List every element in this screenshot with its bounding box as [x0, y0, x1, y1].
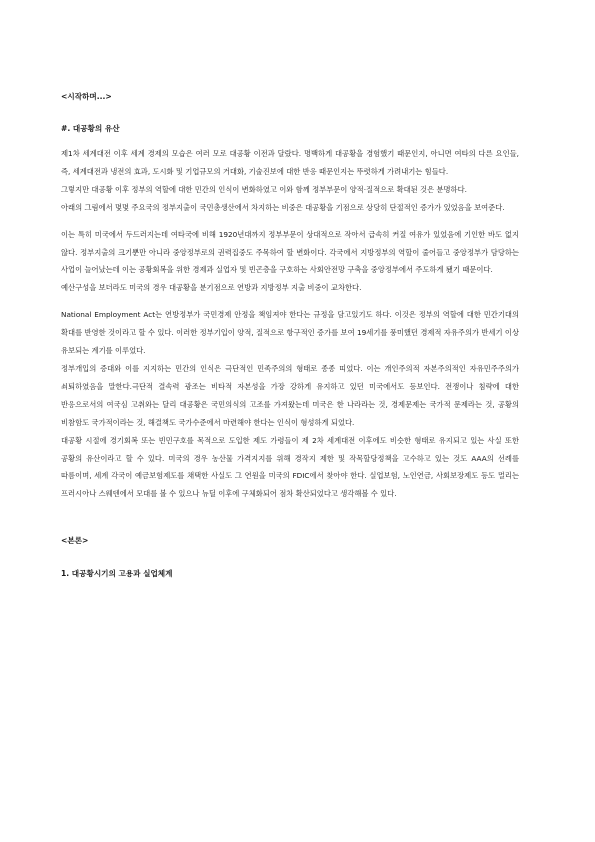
paragraph-government-role: 그렇지만 대공황 이후 정부의 역할에 대한 민간의 인식이 변화하였고 이와 함께 정부부문이 양적·질적으로 확대된 것은 분명하다.	[61, 184, 467, 194]
paragraph-employment-act: National Employment Act는 연방정부가 국민경제 안정을 책임져야 한다는 규정을 담고있기도 하다. 이것은 정부의 역할에 대한 민간기대의 확대를 반영한 것이라고 할 수 있다. 이러한 정부기입이 양적, 질적으로 항구적인 증가를 보여 19세기를 풍미했던 경제적 자유주의가 반세기 이상 유보되는 계기를 이루었다.	[61, 310, 519, 356]
paragraph-budget-composition: 예산구성을 보더라도 미국의 경우 대공황을 분기점으로 연방과 지방정부 지출 비중이 교차한다.	[61, 283, 362, 293]
section-1-heading: 1. 대공황시기의 고용과 실업체계	[61, 569, 173, 579]
legacy-section-heading: #. 대공황의 유산	[61, 124, 120, 133]
body-heading: <본론>	[61, 536, 89, 546]
paragraph-institutional-legacy: 대공황 시절에 경기회복 또는 빈민구호를 목적으로 도입한 제도 가령들이 제 2차 세계대전 이후에도 비슷한 형태로 유지되고 있는 사실 또한 공황의 유산이라고 할 수 있다. 미국의 경우 농산물 가격지지를 위해 경작지 제한 및 작목할당정책을 고수하고 있는 것도 AAA의 선례를 따름이며, 세계 각국이 예금보험제도를 채택한 사실도 그 연원을 미국의 FDIC에서 찾아야 한다. 실업보험, 노인연금, 사회보장제도 등도 멀리는 프러시아나 스웨덴에서 모대를 볼 수 있으나 뉴딜 이후에 구체화되어 점차 확산되었다고 생각해볼 수 있다.	[61, 435, 519, 499]
paragraph-postwar-economy: 제1차 세계대전 이후 세계 경제의 모습은 여러 모로 대공황 이전과 달랐다. 명백하게 대공황을 경험했기 때문인지, 아니면 여타의 다른 요인들, 즉, 세계대전과 냉전의 효과, 도시화 및 기업규모의 거대화, 기술진보에 대한 반응 때문인지는 뚜렷하게 가려내기는 힘들다.	[61, 149, 519, 176]
intro-heading: <시작하며...>	[61, 92, 112, 101]
paragraph-spending-share: 아래의 그림에서 몇몇 주요국의 정부지출이 국민총생산에서 차지하는 비중은 대공황을 기점으로 상당히 단절적인 증가가 있었음을 보여준다.	[61, 202, 505, 212]
paragraph-nationalism: 정부개입의 증대와 이를 지지하는 민간의 인식은 극단적인 민족주의의 형태로 종종 띠었다. 이는 개인주의적 자본주의적인 자유민주주의가 쇠퇴하였음을 말한다.극단적 결속력 광조는 비타적 자본성을 가장 강하게 유지하고 있던 미국에서도 등보인다. 전쟁이나 침략에 대한 반응으로서의 여국심 고취와는 달리 대공황은 국민의식의 고조를 가져왔는데 미국은 한 나라라는 것, 경제문제는 국가적 문제라는 것, 공황의 비참함도 국가적이라는 것, 해결책도 국가수준에서 마련해야 한다는 인식이 형성하게 되었다.	[61, 363, 519, 427]
paragraph-us-centralization: 이는 특히 미국에서 두드러지는데 여타국에 비해 1920년대까지 정부부문이 상대적으로 작아서 급속히 커질 여유가 있었음에 기인한 바도 없지 않다. 정부지출의 크기뿐만 아니라 중앙정부로의 권력집중도 주목하여 할 변화이다. 각국에서 지방정부의 역할이 줄어들고 중앙정부가 담당하는 사업이 늘어났는데 이는 공황회복을 위한 경제과 실업자 및 빈곤층을 구호하는 사회안전망 구축을 중앙정부에서 주도하게 됐기 때문이다.	[61, 229, 519, 275]
document-body	[61, 91, 519, 579]
